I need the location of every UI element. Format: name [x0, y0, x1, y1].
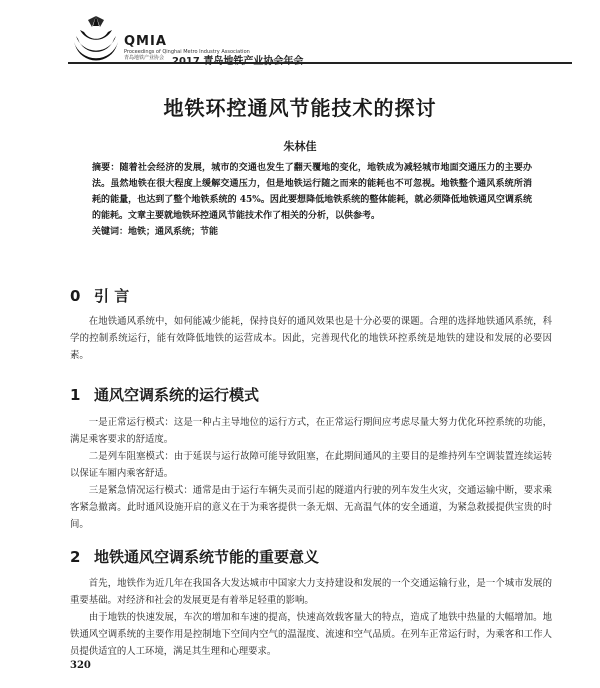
paragraph: 由于地铁的快速发展，车次的增加和车速的提高，快速高效载客量大的特点，造成了地铁中热量的大幅增加。地铁通风空调系统的主要作用是控制地下空间内空气的温湿度、流速和空气品质。在列车正常运行时，为乘客和工作人员提供适宜的人工环境，满足其生理和心理要求。: [70, 612, 552, 657]
paragraph: 三是紧急情况运行模式：通常是由于运行车辆失灵而引起的隧道内行驶的列车发生火灾，交通运输中断，要求乘客紧急撤离。此时通风设施开启的意义在于为乘客提供一条无烟、无高温气体的安全通道，为紧急救援提供宝贵的时间。: [70, 485, 552, 530]
section-title: 引 言: [94, 287, 130, 305]
section-body-0: [70, 313, 552, 364]
paper-author: 朱林佳: [283, 140, 317, 153]
logo-subtitle-cn: 青岛地铁产业协会: [124, 55, 165, 61]
section-heading-2: [70, 546, 319, 567]
section-heading-0: [70, 285, 129, 306]
logo-subtitle: Proceedings of Qinghai Metro Industry Association: [124, 49, 250, 55]
section-body-1: [70, 414, 552, 533]
section-title: 地铁通风空调系统节能的重要意义: [94, 548, 320, 566]
section-body-2: [70, 575, 552, 660]
logo-name: QMIA: [124, 34, 167, 49]
section-number: 2: [70, 548, 81, 566]
keywords: 关键词：地铁；通风系统；节能: [92, 227, 219, 237]
section-number: 1: [70, 386, 81, 404]
paragraph: 在地铁通风系统中，如何能减少能耗，保持良好的通风效果也是十分必要的课题。合理的选择地铁通风系统，科学的控制系统运行，能有效降低地铁的运营成本。因此，完善现代化的地铁环控系统是地铁的建设和发展的必要因素。: [70, 316, 552, 361]
header-rule: [68, 62, 572, 64]
section-heading-1: [70, 384, 259, 405]
abstract-text: 摘要：随着社会经济的发展，城市的交通也发生了翻天覆地的变化，地铁成为减轻城市地面交通压力的主要办法。虽然地铁在很大程度上缓解交通压力，但是地铁运行随之而来的能耗也不可忽视。地铁整个通风系统所消耗的能量，也达到了整个地铁系统的 45%。因此要想降低地铁系统的整体能耗，就必须降低地铁通风空调系统的能耗。文章主要就地铁环控通风节能技术作了相关的分析，以供参考。: [92, 163, 532, 221]
paragraph: 一是正常运行模式：这是一种占主导地位的运行方式，在正常运行期间应考虑尽量大努力优化环控系统的功能，满足乘客要求的舒适度。: [70, 417, 552, 445]
paragraph: 首先，地铁作为近几年在我国各大发达城市中国家大力支持建设和发展的一个交通运输行业，是一个城市发展的重要基础。对经济和社会的发展更是有着举足轻重的影响。: [70, 578, 552, 606]
section-number: 0: [70, 287, 81, 305]
conference-name: [172, 52, 303, 67]
qmia-logo-icon: [70, 12, 122, 64]
abstract: [92, 160, 532, 240]
paper-title: 地铁环控通风节能技术的探讨: [163, 96, 437, 120]
section-title: 通风空调系统的运行模式: [94, 386, 260, 404]
paragraph: 二是列车阻塞模式：由于延误与运行故障可能导致阻塞，在此期间通风的主要目的是维持列车空调装置连续运转以保证车厢内乘客舒适。: [70, 451, 552, 479]
page-number: 320: [70, 660, 91, 671]
